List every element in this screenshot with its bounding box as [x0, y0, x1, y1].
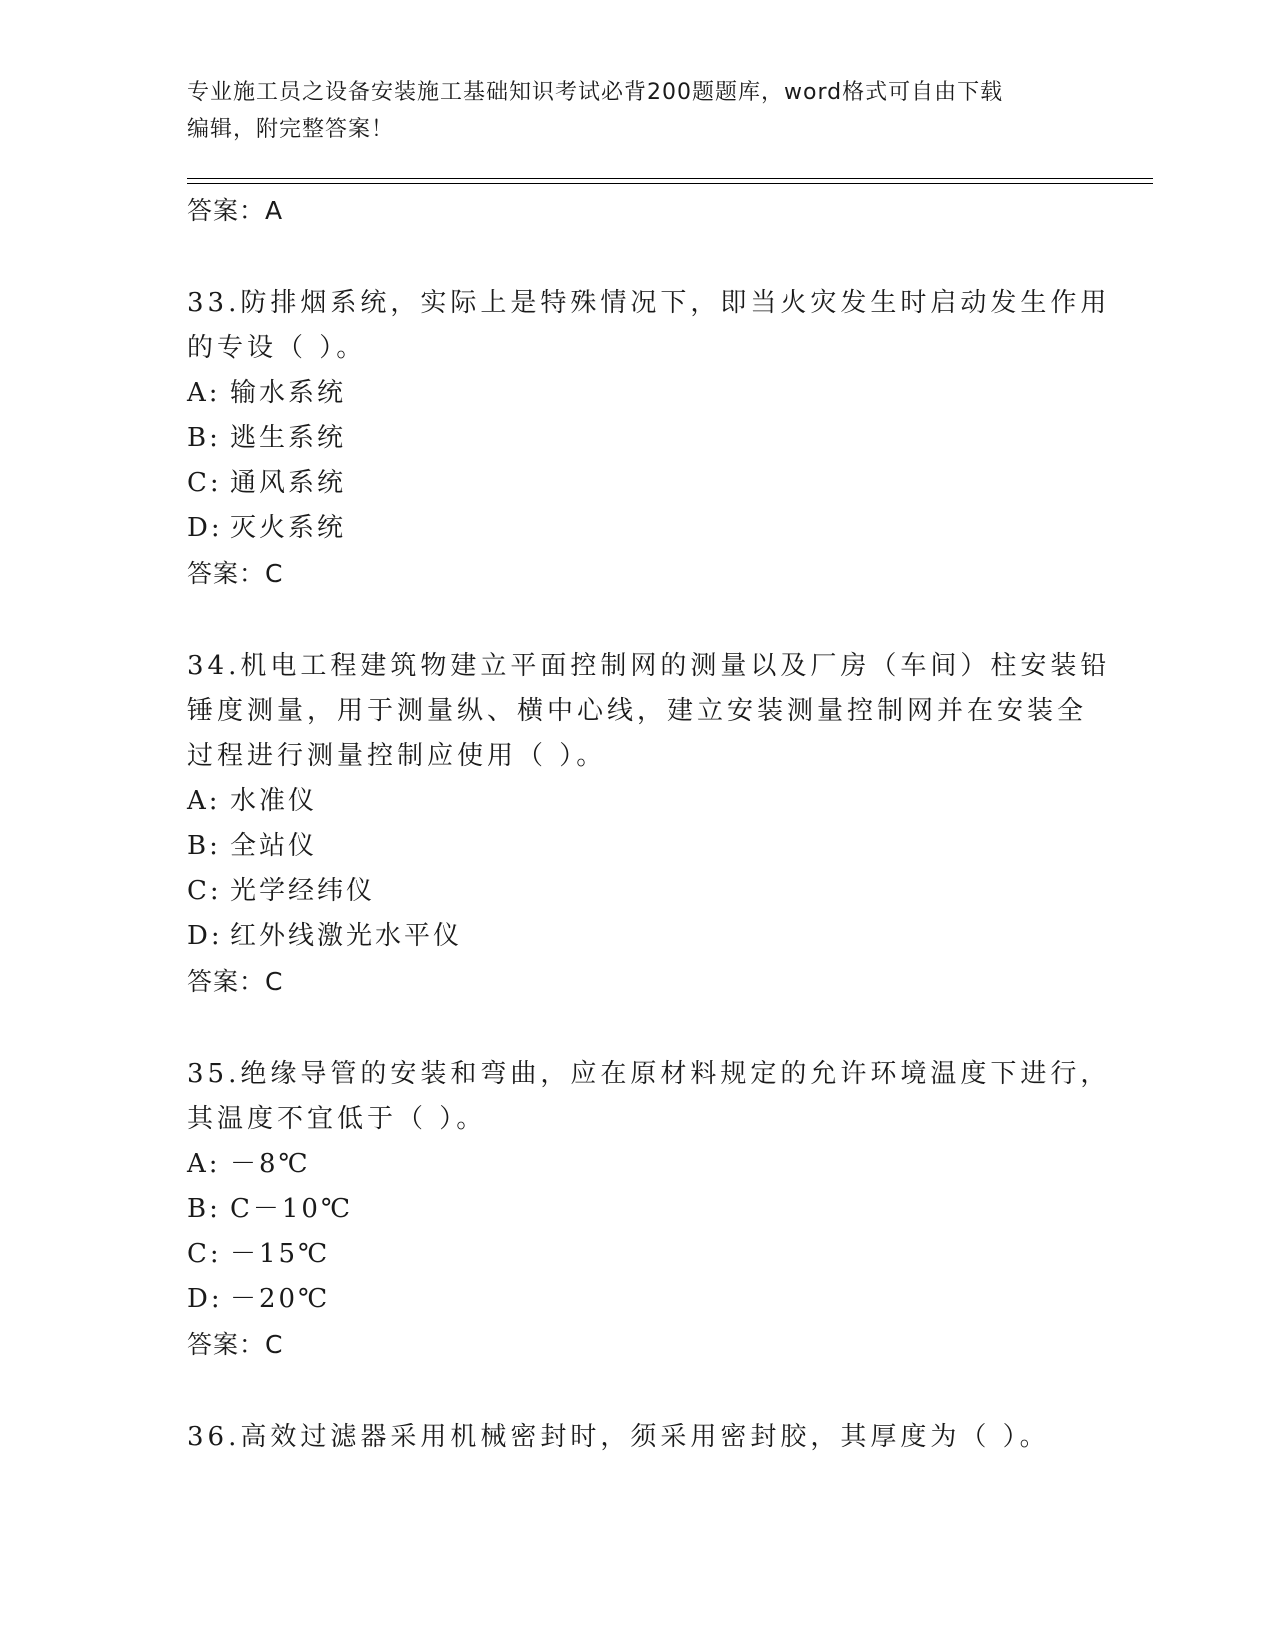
option-text: C－10℃ — [230, 1194, 354, 1224]
question-text-line: 其温度不宜低于（ ）。 — [187, 1104, 487, 1134]
option-key: A: — [187, 1149, 221, 1179]
option-text: 水准仪 — [230, 786, 318, 816]
option-a — [187, 371, 1107, 416]
option-key: A: — [187, 786, 221, 816]
question-text-line: 36.高效过滤器采用机械密封时，须采用密封胶，其厚度为（ ）。 — [187, 1422, 1050, 1452]
option-d — [187, 506, 1107, 551]
option-text: －8℃ — [230, 1149, 311, 1179]
option-key: B: — [187, 423, 221, 453]
option-text: 光学经纬仪 — [230, 876, 376, 906]
answer: 答案：C — [187, 559, 284, 588]
header-line-1: 专业施工员之设备安装施工基础知识考试必背200题题库，word格式可自由下载 — [187, 80, 1004, 105]
option-a — [187, 1142, 1107, 1187]
option-b — [187, 1187, 1107, 1232]
option-c — [187, 869, 1107, 914]
option-key: D: — [187, 1284, 223, 1314]
document-header — [187, 74, 1087, 148]
option-key: C: — [187, 1239, 222, 1269]
answer: 答案：C — [187, 1330, 284, 1359]
option-text: 通风系统 — [230, 468, 347, 498]
option-text: －20℃ — [230, 1284, 331, 1314]
option-text: 全站仪 — [230, 831, 318, 861]
answer-prev: 答案：A — [187, 196, 284, 225]
option-key: C: — [187, 468, 222, 498]
question-text-line: 34.机电工程建筑物建立平面控制网的测量以及厂房（车间）柱安装铅 — [187, 651, 1111, 681]
question-text-line: 过程进行测量控制应使用（ ）。 — [187, 741, 607, 771]
header-line-2: 编辑，附完整答案！ — [187, 117, 395, 142]
question-36 — [187, 1415, 1107, 1460]
question-text-line: 锤度测量，用于测量纵、横中心线，建立安装测量控制网并在安装全 — [187, 696, 1088, 726]
option-key: D: — [187, 921, 223, 951]
question-33 — [187, 281, 1111, 596]
question-text-line: 35.绝缘导管的安装和弯曲，应在原材料规定的允许环境温度下进行， — [187, 1059, 1111, 1089]
option-d — [187, 1277, 1107, 1322]
option-text: 输水系统 — [230, 378, 347, 408]
option-text: 逃生系统 — [230, 423, 347, 453]
question-content — [187, 188, 1111, 1460]
option-key: B: — [187, 1194, 221, 1224]
question-34 — [187, 644, 1111, 1004]
option-text: －15℃ — [230, 1239, 331, 1269]
option-key: A: — [187, 378, 221, 408]
header-rule-top — [187, 178, 1153, 179]
option-c — [187, 461, 1107, 506]
option-d — [187, 914, 1107, 959]
option-a — [187, 779, 1107, 824]
question-text-line: 33.防排烟系统，实际上是特殊情况下，即当火灾发生时启动发生作用 — [187, 288, 1111, 318]
option-key: C: — [187, 876, 222, 906]
option-key: D: — [187, 513, 223, 543]
question-text-line: 的专设（ ）。 — [187, 333, 367, 363]
option-b — [187, 416, 1107, 461]
answer: 答案：C — [187, 967, 284, 996]
option-text: 灭火系统 — [230, 513, 347, 543]
option-text: 红外线激光水平仪 — [230, 921, 463, 951]
option-key: B: — [187, 831, 221, 861]
option-b — [187, 824, 1107, 869]
option-c — [187, 1232, 1107, 1277]
question-35 — [187, 1052, 1111, 1367]
header-rule-bottom — [187, 183, 1153, 184]
